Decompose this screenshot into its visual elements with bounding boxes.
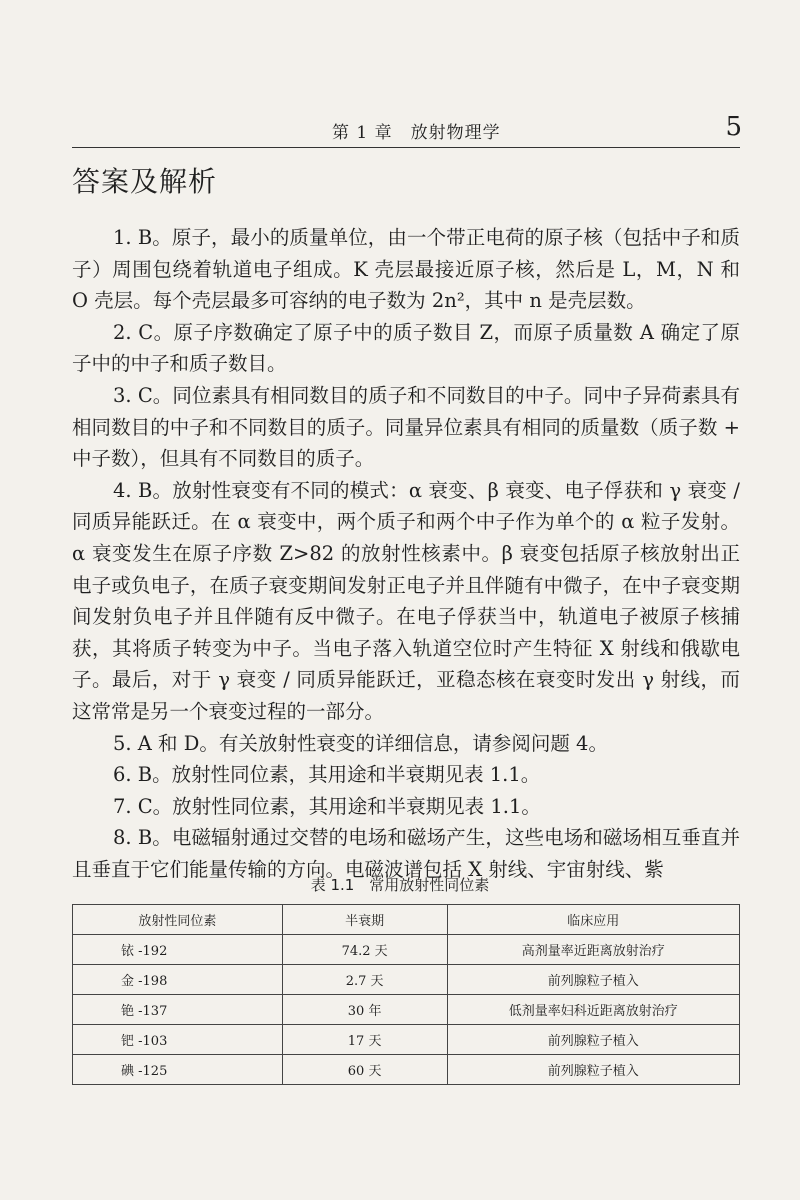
answer-paragraph: 2. C。原子序数确定了原子中的质子数目 Z，而原子质量数 A 确定了原子中的中子和质子数目。 <box>72 320 740 376</box>
column-header-clinical-use: 临床应用 <box>447 905 740 935</box>
half-life-cell: 60 天 <box>282 1055 447 1085</box>
header-divider <box>72 147 740 148</box>
answer-paragraph: 6. B。放射性同位素，其用途和半衰期见表 1.1。 <box>112 763 541 787</box>
table-caption: 表 1.1 常用放射性同位素 <box>310 876 490 894</box>
table-row <box>73 935 740 965</box>
answer-paragraph: 8. B。电磁辐射通过交替的电场和磁场产生，这些电场和磁场相互垂直并且垂直于它们能量传输的方向。电磁波谱包括 X 射线、宇宙射线、紫 <box>72 826 740 881</box>
answer-paragraph: 3. C。同位素具有相同数目的质子和不同数目的中子。同中子异荷素具有相同数目的中子和不同数目的质子。同量异位素具有相同的质量数（质子数 + 中子数），但具有不同数目的质子。 <box>72 383 740 471</box>
answer-paragraph: 5. A 和 D。有关放射性衰变的详细信息，请参阅问题 4。 <box>112 731 608 755</box>
isotope-cell: 铱 -192 <box>73 935 283 965</box>
half-life-cell: 30 年 <box>282 995 447 1025</box>
isotope-cell: 钯 -103 <box>73 1025 283 1055</box>
table-row <box>73 965 740 995</box>
answers-body <box>72 222 740 885</box>
clinical-use-cell: 前列腺粒子植入 <box>447 1055 740 1085</box>
table-row <box>73 1055 740 1085</box>
answer-paragraph: 1. B。原子，最小的质量单位，由一个带正电荷的原子核（包括中子和质子）周围包绕着轨道电子组成。K 壳层最接近原子核，然后是 L，M，N 和 O 壳层。每个壳层最多可容纳的电子数为 2n²，其中 n 是壳层数。 <box>72 226 740 313</box>
table-header-row <box>73 905 740 935</box>
half-life-cell: 74.2 天 <box>282 935 447 965</box>
isotope-table <box>72 904 740 1085</box>
column-header-half-life: 半衰期 <box>282 905 447 935</box>
isotope-cell: 铯 -137 <box>73 995 283 1025</box>
answer-paragraph: 4. B。放射性衰变有不同的模式：α 衰变、β 衰变、电子俘获和 γ 衰变 / 同质异能跃迁。在 α 衰变中，两个质子和两个中子作为单个的 α 粒子发射。α 衰变发生在原子序数 Z>82 的放射性核素中。β 衰变包括原子核放射出正电子或负电子，在质子衰变期间发射正电子并且伴随有中微子，在中子衰变期间发射负电子并且伴随有反中微子。在电子俘获当中，轨道电子被原子核捕获，其将质子转变为中子。当电子落入轨道空位时产生特征 X 射线和俄歇电子。最后，对于 γ 衰变 / 同质异能跃迁，亚稳态核在衰变时发出 γ 射线，而这常常是另一个衰变过程的一部分。 <box>72 478 740 723</box>
section-title: 答案及解析 <box>72 165 218 198</box>
isotope-cell: 碘 -125 <box>73 1055 283 1085</box>
clinical-use-cell: 前列腺粒子植入 <box>447 965 740 995</box>
answer-paragraph: 7. C。放射性同位素，其用途和半衰期见表 1.1。 <box>112 794 541 818</box>
column-header-isotope: 放射性同位素 <box>73 905 283 935</box>
chapter-title: 第 1 章 放射物理学 <box>332 123 501 143</box>
half-life-cell: 2.7 天 <box>282 965 447 995</box>
table-row <box>73 995 740 1025</box>
isotope-cell: 金 -198 <box>73 965 283 995</box>
page-number: 5 <box>725 112 742 142</box>
clinical-use-cell: 前列腺粒子植入 <box>447 1025 740 1055</box>
running-header <box>72 112 742 148</box>
table-row <box>73 1025 740 1055</box>
half-life-cell: 17 天 <box>282 1025 447 1055</box>
clinical-use-cell: 高剂量率近距离放射治疗 <box>447 935 740 965</box>
clinical-use-cell: 低剂量率妇科近距离放射治疗 <box>447 995 740 1025</box>
